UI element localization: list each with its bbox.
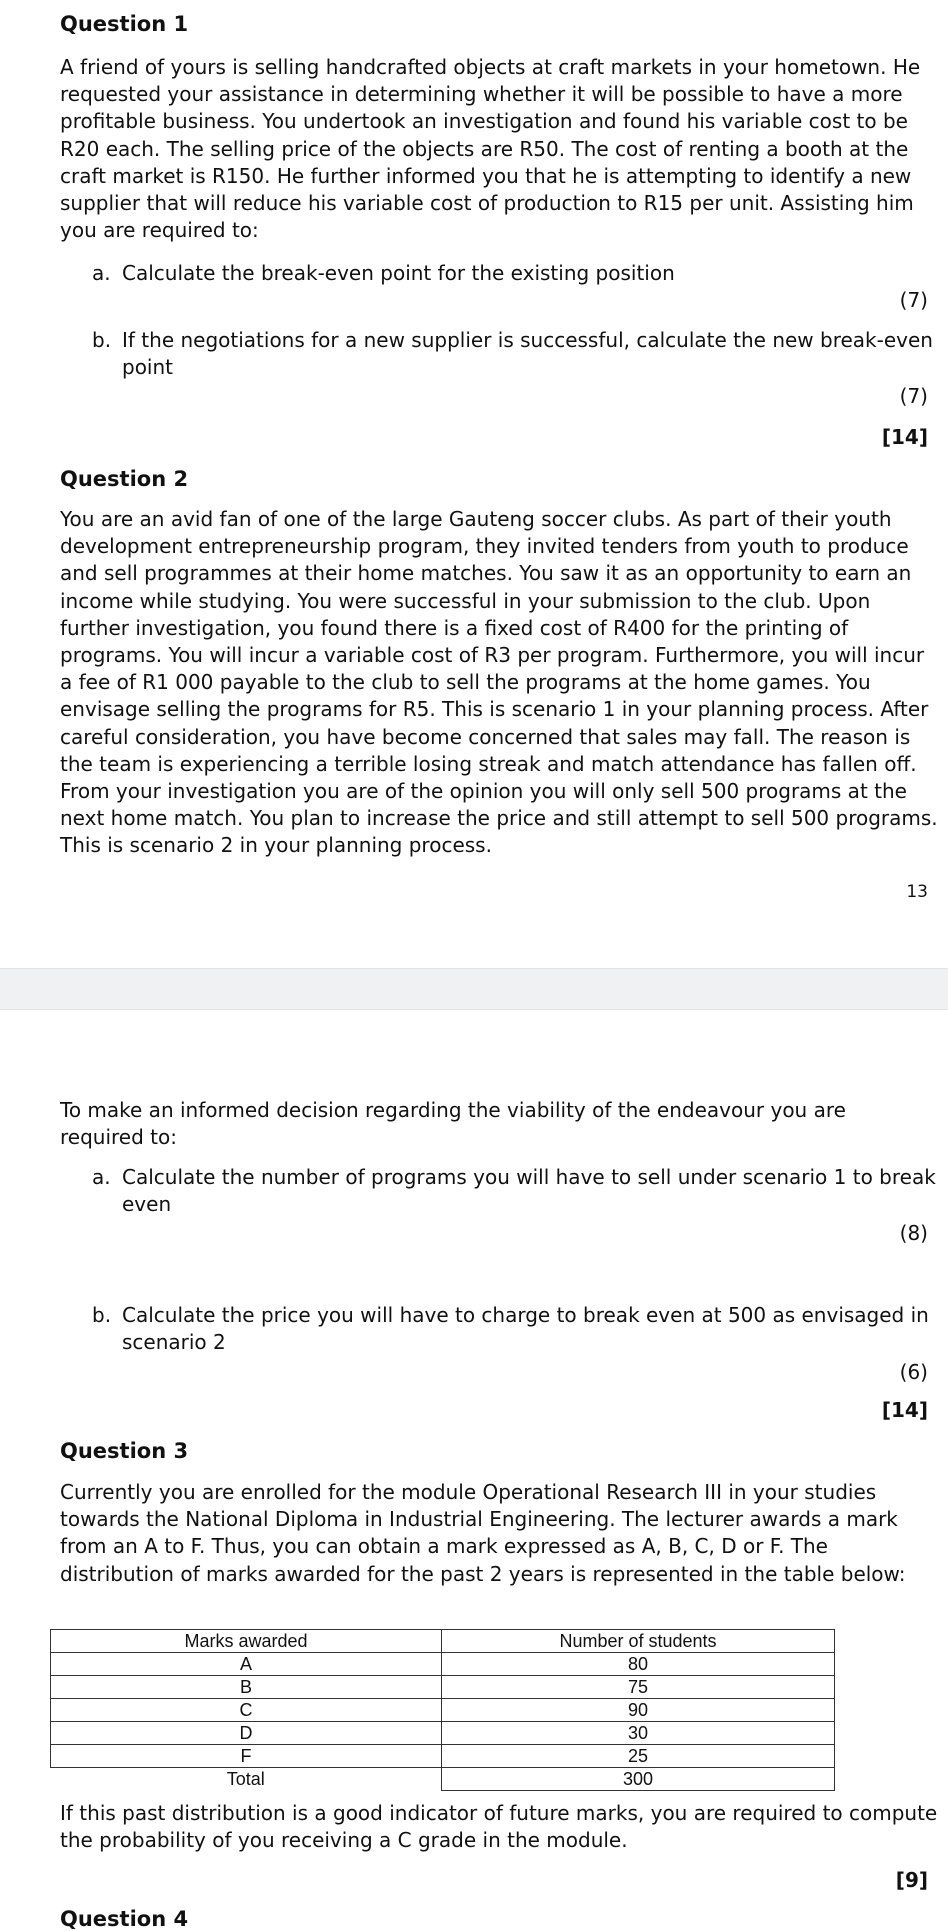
question-1a-marks: (7) [899,288,928,312]
page-separator [0,968,948,1010]
question-2a [92,1164,937,1218]
table-cell: B [51,1676,442,1699]
question-3-total: [9] [895,1868,928,1892]
item-label: b. [92,328,112,352]
question-1b [92,327,937,381]
question-2b [92,1302,937,1356]
question-1-body: A friend of yours is selling handcrafted objects at craft markets in your hometown. He requested your assistance in determining whether it will be possible to have a more profitable business. You undertook an investigation and found his variable cost to be R20 each. The selling price of the objects are R50. The cost of renting a booth at the craft market is R150. He further informed you that he is attempting to identify a new supplier that will reduce his variable cost of production to R15 per unit. Assisting him you are required to: [60,55,921,243]
question-4-title: Question 4 [60,1907,189,1931]
table-header: Number of students [442,1630,835,1653]
question-1-total: [14] [881,425,928,449]
table-row [51,1745,835,1768]
table-total-label: Total [51,1768,442,1791]
item-text: Calculate the number of programs you will have to sell under scenario 1 to break even [122,1165,936,1217]
table-header-row [51,1630,835,1653]
item-label: a. [92,1165,111,1189]
question-2b-marks: (6) [899,1360,928,1384]
page-number: 13 [906,882,928,902]
table-row [51,1676,835,1699]
page-2 [0,1009,948,1931]
question-3-title: Question 3 [60,1439,189,1463]
question-2-body: You are an avid fan of one of the large Gauteng soccer clubs. As part of their youth development entrepreneurship program, they invited tenders from youth to produce and sell programmes at their home matches. You saw it as an opportunity to earn an income while studying. You were successful in your submission to the club. Upon further investigation, you found there is a fixed cost of R400 for the printing of programs. You will incur a variable cost of R3 per program. Furthermore, you will incur a fee of R1 000 payable to the club to sell the programs at the home games. You envisage selling the programs for R5. This is scenario 1 in your planning process. After careful consideration, you have become concerned that sales may fall. The reason is the team is experiencing a terrible losing streak and match attendance has fallen off. From your investigation you are of the opinion you will only sell 500 programs at the next home match. You plan to increase the price and still attempt to sell 500 programs. This is scenario 2 in your planning process. [60,507,938,858]
table-cell: F [51,1745,442,1768]
question-1a [92,260,937,287]
question-2a-marks: (8) [899,1221,928,1245]
question-1-title: Question 1 [60,12,189,36]
item-label: a. [92,261,111,285]
table-cell: 90 [442,1699,835,1722]
question-1b-marks: (7) [899,384,928,408]
item-label: b. [92,1303,112,1327]
table-cell: D [51,1722,442,1745]
table-row [51,1653,835,1676]
table-cell: A [51,1653,442,1676]
question-3-body: Currently you are enrolled for the module Operational Research III in your studies towards the National Diploma in Industrial Engineering. The lecturer awards a mark from an A to F. Thus, you can obtain a mark expressed as A, B, C, D or F. The distribution of marks awarded for the past 2 years is represented in the table below: [60,1480,906,1586]
question-3-instruction: If this past distribution is a good indicator of future marks, you are required to compute the probability of you receiving a C grade in the module. [60,1801,938,1853]
item-text: If the negotiations for a new supplier is successful, calculate the new break-even point [122,328,933,380]
table-row [51,1722,835,1745]
question-2-total: [14] [881,1398,928,1422]
table-cell: 75 [442,1676,835,1699]
table-cell: 80 [442,1653,835,1676]
table-cell: 25 [442,1745,835,1768]
item-text: Calculate the price you will have to charge to break even at 500 as envisaged in scenario 2 [122,1303,929,1355]
question-2-title: Question 2 [60,467,189,491]
item-text: Calculate the break-even point for the existing position [122,261,675,285]
table-total-row [51,1768,835,1791]
marks-distribution-table [50,1629,835,1791]
table-cell: C [51,1699,442,1722]
table-row [51,1699,835,1722]
table-total-value: 300 [442,1768,835,1791]
table-header: Marks awarded [51,1630,442,1653]
question-2-intro: To make an informed decision regarding the viability of the endeavour you are required to: [60,1098,846,1150]
table-cell: 30 [442,1722,835,1745]
